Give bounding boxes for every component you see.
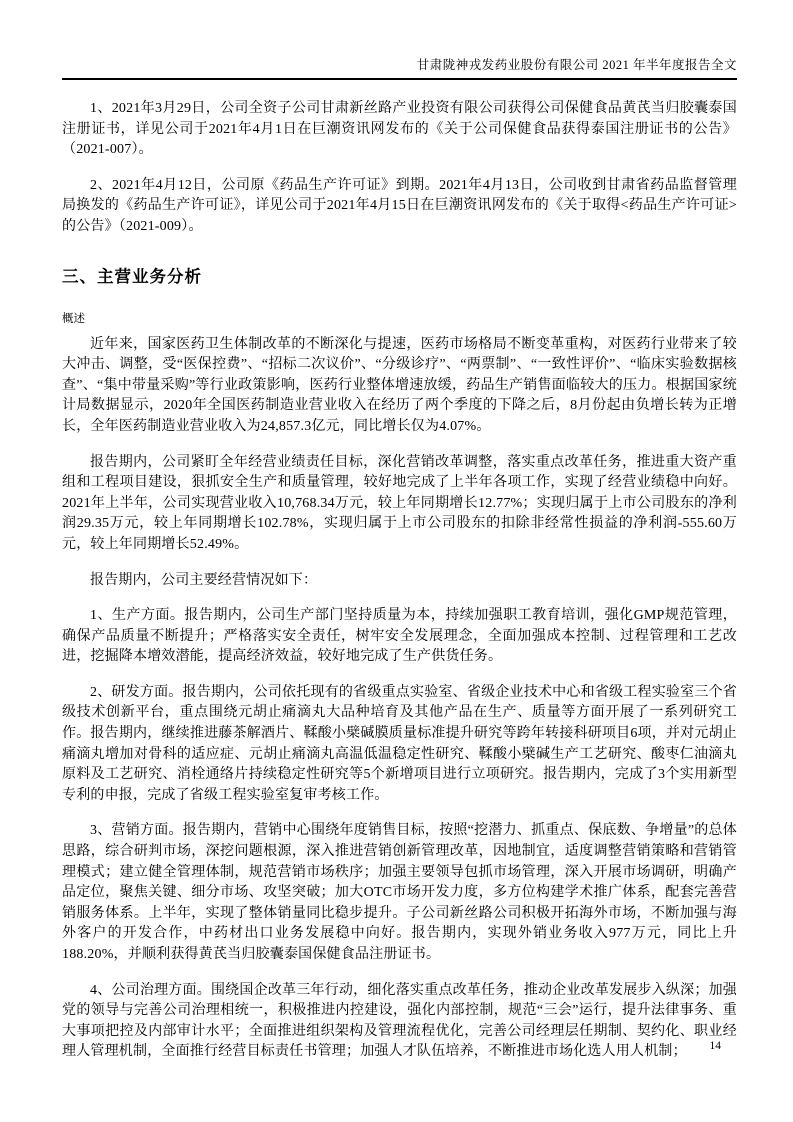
overview-label: 概述 — [62, 312, 85, 325]
section-heading-main-business-analysis: 三、主营业务分析 — [62, 267, 202, 286]
page-footer — [710, 1036, 722, 1054]
page-number: 14 — [709, 1040, 721, 1052]
paragraph-production: 1、生产方面。报告期内，公司生产部门坚持质量为本，持续加强职工教育培训，强化GMP规范管理，确保产品质量不断提升；严格落实安全责任，树牢安全发展理念，全面加强成本控制、过程管理和工艺改进，挖掘降本增效潜能，提高经济效益，较好地完成了生产供货任务。 — [62, 608, 737, 665]
paragraph-marketing: 3、营销方面。报告期内，营销中心围绕年度销售目标，按照“挖潜力、抓重点、保底数、争增量”的总体思路，综合研判市场，深挖问题根源，深入推进营销创新管理改革，因地制宜，适度调整营销策略和营销管理模式；建立健全管理体制，规范营销市场秩序；加强主要领导包抓市场管理，深入开展市场调研，明确产品定位，聚焦关键、细分市场、攻坚突破；加大OTC市场开发力度，多方位构建学术推广体系，配套完善营销服务体系。上半年，实现了整体销量同比稳步提升。子公司新丝路公司积极开拓海外市场，不断加强与海外客户的开发合作，中药材出口业务发展稳中向好。报告期内，实现外销业务收入977万元，同比上升188.20%，并顺利获得黄芪当归胶囊泰国保健食品注册证书。 — [62, 823, 737, 962]
paragraph-research: 2、研发方面。报告期内，公司依托现有的省级重点实验室、省级企业技术中心和省级工程实验室三个省级技术创新平台，重点围绕元胡止痛滴丸大品种培育及其他产品在生产、质量等方面开展了一系列研究工作。报告期内，继续推进藤茶解酒片、鞣酸小檗碱膜质量标准提升研究等跨年转接科研项目6项，并对元胡止痛滴丸增加对骨科的适应症、元胡止痛滴丸高温低温稳定性研究、鞣酸小檗碱生产工艺研究、酸枣仁油滴丸原料及工艺研究、消栓通络片持续稳定性研究等5个新增项目进行立项研究。报告期内，完成了3个实用新型专利的申报，完成了省级工程实验室复审考核工作。 — [62, 684, 737, 803]
overview-paragraph-industry: 近年来，国家医药卫生体制改革的不断深化与提速，医药市场格局不断变革重构，对医药行业带来了较大冲击、调整，受“医保控费”、“招标二次议价”、“分级诊疗”、“两票制”、“一致性评价”、“临床实验数据核查”、“集中带量采购”等行业政策影响，医药行业整体增速放缓，药品生产销售面临较大的压力。根据国家统计局数据显示，2020年全国医药制造业营业收入在经历了两个季度的下降之后，8月份起由负增长转为正增长，全年医药制造业营业收入为24,857.3亿元，同比增长仅为4.07%。 — [62, 336, 737, 434]
report-body — [62, 80, 737, 1063]
page-header — [62, 0, 737, 80]
overview-paragraph-results: 报告期内，公司紧盯全年经营业绩责任目标，深化营销改革调整，落实重点改革任务，推进重大资产重组和工程项目建设，狠抓安全生产和质量管理，较好地完成了上半年各项工作，实现了经营业绩稳中向好。2021年上半年，公司实现营业收入10,768.34万元，较上年同期增长12.77%；实现归属于上市公司股东的净利润29.35万元，较上年同期增长102.78%，实现归属于上市公司股东的扣除非经常性损益的净利润-555.60万元，较上年同期增长52.49%。 — [62, 454, 737, 552]
paragraph-governance: 4、公司治理方面。围绕国企改革三年行动，细化落实重点改革任务，推动企业改革发展步入纵深；加强党的领导与完善公司治理相统一，积极推进内控建设，强化内部控制，规范“三会”运行，提升法律事务、重大事项把控及内部审计水平；全面推进组织架构及管理流程优化，完善公司经理层任期制、契约化、职业经理人管理机制，全面推行经营目标责任书管理；加强人才队伍培养，不断推进市场化选人用人机制； — [62, 982, 737, 1060]
intro-paragraph-2: 2、2021年4月12日，公司原《药品生产许可证》到期。2021年4月13日，公司收到甘肃省药品监督管理局换发的《药品生产许可证》，详见公司于2021年4月15日在巨潮资讯网发布的《关于取得<药品生产许可证>的公告》（2021-009）。 — [62, 177, 737, 234]
header-title: 甘肃陇神戎发药业股份有限公司 2021 年半年度报告全文 — [416, 58, 737, 72]
operations-intro-line: 报告期内，公司主要经营情况如下： — [90, 572, 318, 588]
intro-paragraph-1: 1、2021年3月29日，公司全资子公司甘肃新丝路产业投资有限公司获得公司保健食品黄芪当归胶囊泰国注册证书，详见公司于2021年4月1日在巨潮资讯网发布的《关于公司保健食品获得泰国注册证书的公告》（2021-007）。 — [62, 101, 737, 158]
